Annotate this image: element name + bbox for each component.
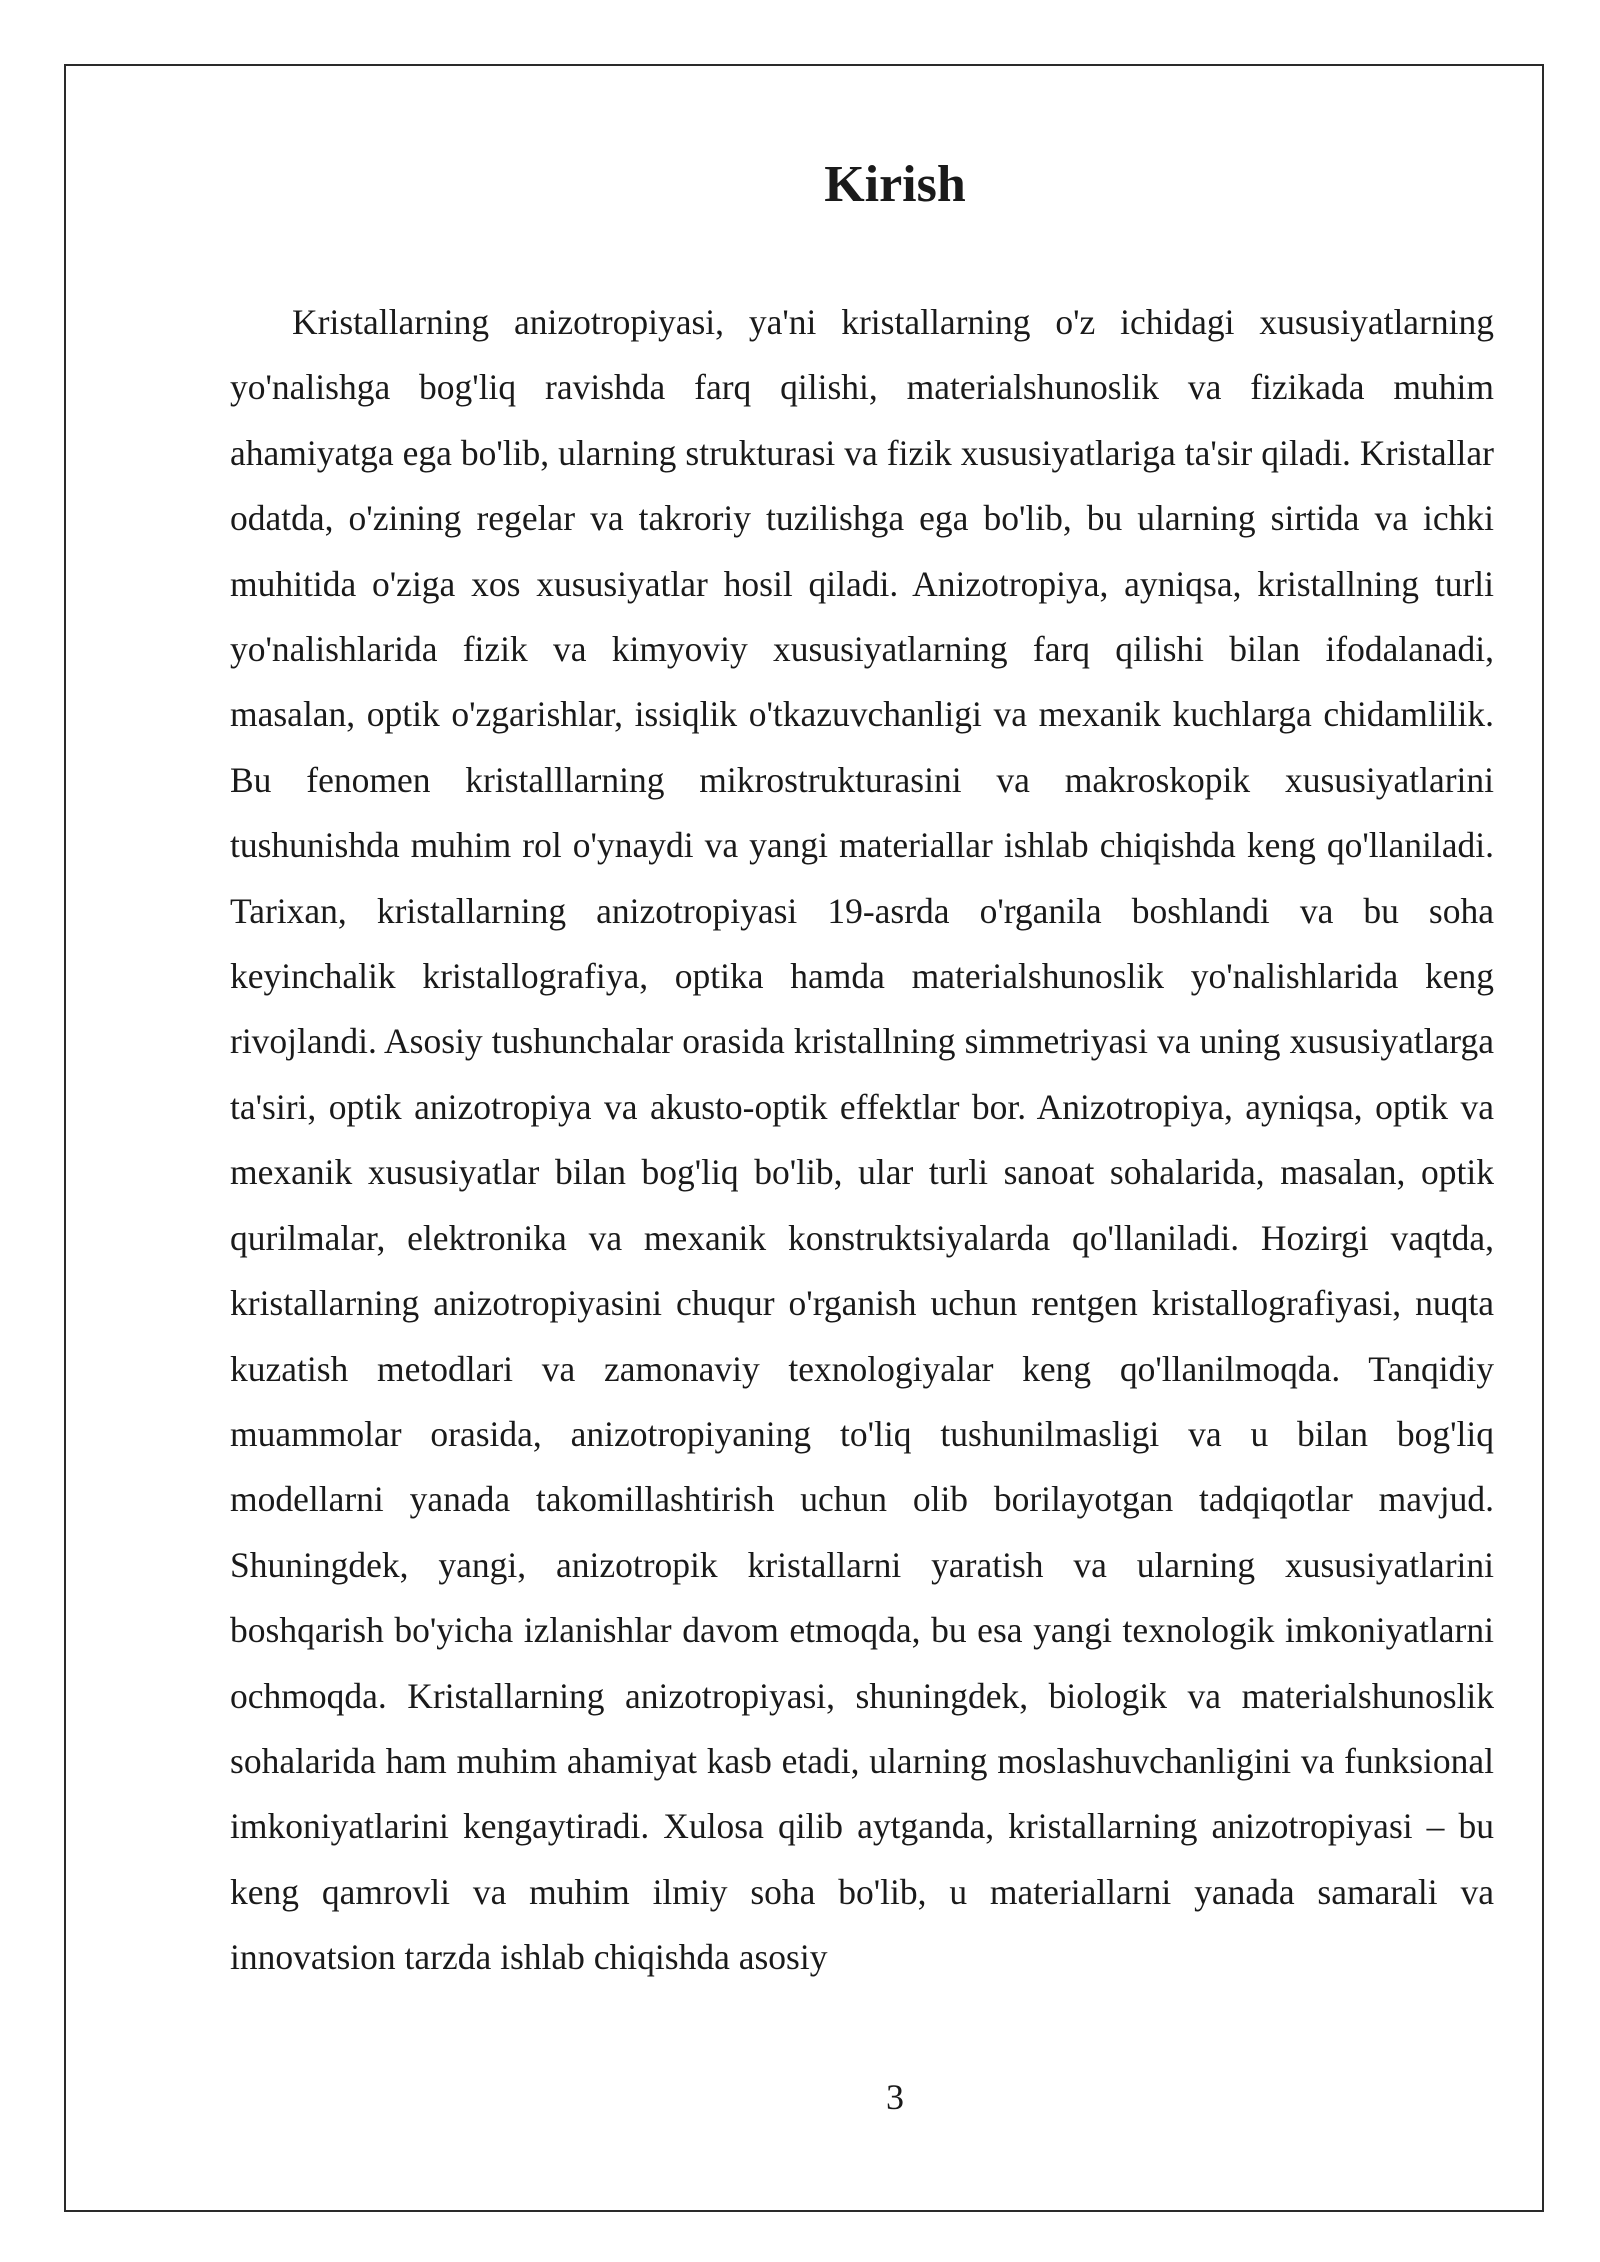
page-title: Kirish: [824, 156, 966, 213]
page-number: 3: [886, 2077, 904, 2117]
body-paragraph: Kristallarning anizotropiyasi, ya'ni kristallarning o'z ichidagi xususiyatlarning yo'nalishga bog'liq ravishda farq qilishi, materialshunoslik va fizikada muhim ahamiyatga ega bo'lib, ularning strukturasi va fizik xususiyatlariga ta'sir qiladi. Kristallar odatda, o'zining regelar va takroriy tuzilishga ega bo'lib, bu ularning sirtida va ichki muhitida o'ziga xos xususiyatlar hosil qiladi. Anizotropiya, ayniqsa, kristallning turli yo'nalishlarida fizik va kimyoviy xususiyatlarning farq qilishi bilan ifodalanadi, masalan, optik o'zgarishlar, issiqlik o'tkazuvchanligi va mexanik kuchlarga chidamlilik. Bu fenomen kristalllarning mikrostrukturasini va makroskopik xususiyatlarini tushunishda muhim rol o'ynaydi va yangi materiallar ishlab chiqishda keng qo'llaniladi. Tarixan, kristallarning anizotropiyasi 19-asrda o'rganila boshlandi va bu soha keyinchalik kristallografiya, optika hamda materialshunoslik yo'nalishlarida keng rivojlandi. Asosiy tushunchalar orasida kristallning simmetriyasi va uning xususiyatlarga ta'siri, optik anizotropiya va akusto-optik effektlar bor. Anizotropiya, ayniqsa, optik va mexanik xususiyatlar bilan bog'liq bo'lib, ular turli sanoat sohalarida, masalan, optik qurilmalar, elektronika va mexanik konstruktsiyalarda qo'llaniladi. Hozirgi vaqtda, kristallarning anizotropiyasini chuqur o'rganish uchun rentgen kristallografiyasi, nuqta kuzatish metodlari va zamonaviy texnologiyalar keng qo'llanilmoqda. Tanqidiy muammolar orasida, anizotropiyaning to'liq tushunilmasligi va u bilan bog'liq modellarni yanada takomillashtirish uchun olib borilayotgan tadqiqotlar mavjud. Shuningdek, yangi, anizotropik kristallarni yaratish va ularning xususiyatlarini boshqarish bo'yicha izlanishlar davom etmoqda, bu esa yangi texnologik imkoniyatlarni ochmoqda. Kristallarning anizotropiyasi, shuningdek, biologik va materialshunoslik sohalarida ham muhim ahamiyat kasb etadi, ularning moslashuvchanligini va funksional imkoniyatlarini kengaytiradi. Xulosa qilib aytganda, kristallarning anizotropiyasi – bu keng qamrovli va muhim ilmiy soha bo'lib, u materiallarni yanada samarali va innovatsion tarzda ishlab chiqishda asosiy: [230, 302, 1494, 1978]
